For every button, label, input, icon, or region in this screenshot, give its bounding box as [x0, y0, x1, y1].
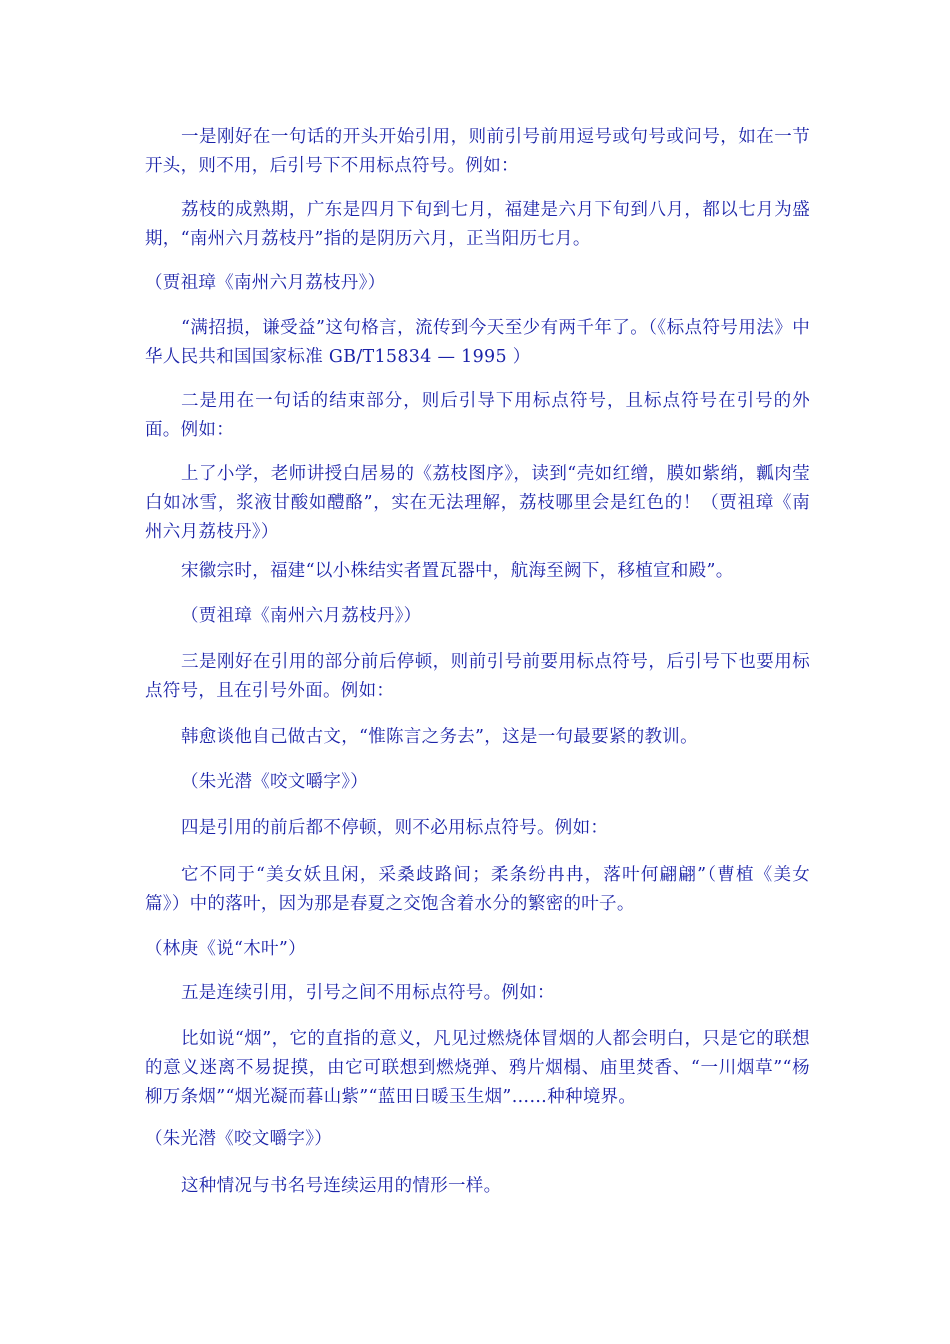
closing-note: 这种情况与书名号连续运用的情形一样。	[181, 1176, 502, 1196]
example-smoke: 比如说“烟”，它的直指的意义，凡见过燃烧体冒烟的人都会明白，只是它的联想的意义迷离不易捉摸，由它可联想到燃烧弹、鸦片烟榻、庙里焚香、“一川烟草”“杨柳万条烟”“烟光凝而暮山紫”“蓝田日暖玉生烟”……种种境界。	[145, 1029, 810, 1107]
citation-zhu-guangqian-2: （朱光潜《咬文嚼字》）	[145, 1129, 333, 1149]
paragraph-rule-five: 五是连续引用，引号之间不用标点符号。例如：	[181, 983, 555, 1003]
paragraph-rule-two: 二是用在一句话的结束部分，则后引导下用标点符号，且标点符号在引号的外面。例如：	[145, 391, 810, 440]
citation-zhu-guangqian: （朱光潜《咬文嚼字》）	[181, 772, 369, 792]
example-lychee-season: 荔枝的成熟期，广东是四月下旬到七月，福建是六月下旬到八月，都以七月为盛期，“南州六月荔枝丹”指的是阴历六月，正当阳历七月。	[145, 200, 810, 249]
paragraph-rule-one: 一是刚好在一句话的开头开始引用，则前引号前用逗号或句号或问号，如在一节开头，则不用，后引号下不用标点符号。例如：	[145, 127, 810, 176]
example-cao-zhi: 它不同于“美女妖且闲，采桑歧路间；柔条纷冉冉，落叶何翩翩”（曹植《美女篇》）中的落叶，因为那是春夏之交饱含着水分的繁密的叶子。	[145, 865, 810, 914]
example-lychee-preface: 上了小学，老师讲授白居易的《荔枝图序》，读到“壳如红缯，膜如紫绡，瓤肉莹白如冰雪，浆液甘酸如醴酪”，实在无法理解，荔枝哪里会是红色的！（贾祖璋《南州六月荔枝丹》）	[145, 464, 810, 542]
example-song-huizong: 宋徽宗时，福建“以小株结实者置瓦器中，航海至阙下，移植宣和殿”。	[181, 561, 734, 581]
example-han-yu: 韩愈谈他自己做古文，“惟陈言之务去”，这是一句最要紧的教训。	[181, 727, 698, 747]
citation-jia-zuzhang: （贾祖璋《南州六月荔枝丹》）	[145, 273, 386, 293]
citation-lin-geng: （林庚《说“木叶”）	[145, 939, 306, 959]
example-proverb: “满招损，谦受益”这句格言，流传到今天至少有两千年了。（《标点符号用法》中华人民共和国国家标准 GB/T15834 — 1995 ）	[145, 318, 810, 367]
paragraph-rule-three: 三是刚好在引用的部分前后停顿，则前引号前要用标点符号，后引号下也要用标点符号，且在引号外面。例如：	[145, 652, 810, 701]
paragraph-rule-four: 四是引用的前后都不停顿，则不必用标点符号。例如：	[181, 818, 609, 838]
citation-jia-zuzhang-2: （贾祖璋《南州六月荔枝丹》）	[181, 606, 422, 626]
